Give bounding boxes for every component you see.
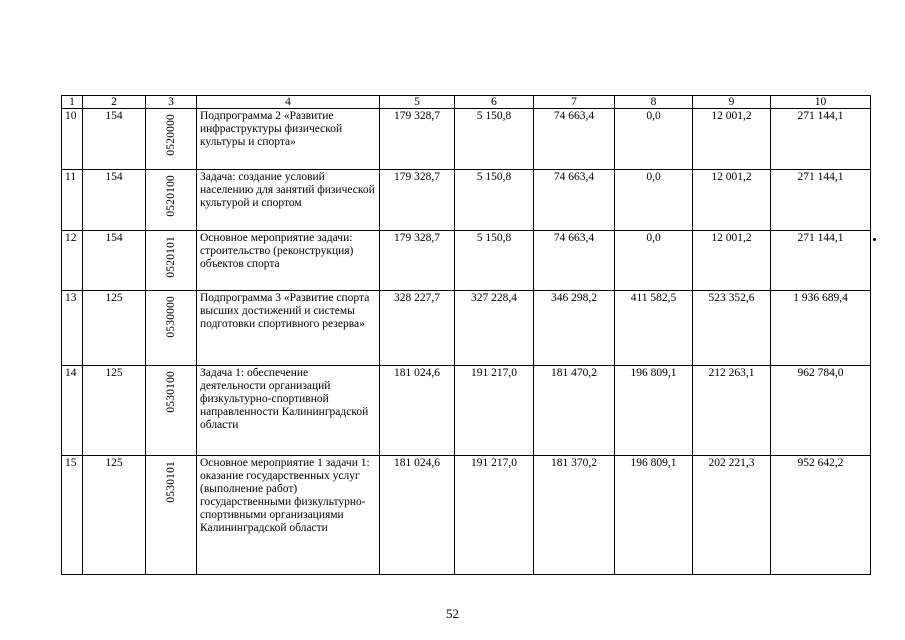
value-col-8: 0,0 (615, 231, 693, 291)
value-col-7: 181 470,2 (534, 366, 615, 456)
item-name: Задача 1: обеспечение деятельности организаций физкультурно-спортивной направленности Калининградской области (197, 366, 380, 456)
value-col-9: 202 221,3 (693, 456, 771, 575)
value-col-9: 12 001,2 (693, 170, 771, 231)
value-col-5: 179 328,7 (380, 170, 455, 231)
value-col-9: 212 263,1 (693, 366, 771, 456)
col-header-8: 8 (615, 96, 693, 109)
value-col-5: 181 024,6 (380, 366, 455, 456)
value-col-10: 271 144,1 (771, 109, 871, 170)
value-col-6: 5 150,8 (455, 170, 534, 231)
value-col-8: 411 582,5 (615, 291, 693, 366)
table-row (62, 291, 871, 366)
value-col-5: 328 227,7 (380, 291, 455, 366)
value-col-7: 74 663,4 (534, 231, 615, 291)
grbs-code: 125 (83, 366, 146, 456)
table-row (62, 231, 871, 291)
table-row (62, 456, 871, 575)
value-col-5: 179 328,7 (380, 109, 455, 170)
table-row (62, 109, 871, 170)
value-col-8: 196 809,1 (615, 456, 693, 575)
row-number: 15 (62, 456, 83, 575)
col-header-3: 3 (146, 96, 197, 109)
value-col-8: 0,0 (615, 170, 693, 231)
value-col-10: 952 642,2 (771, 456, 871, 575)
table-row (62, 170, 871, 231)
program-code: 0530100 (164, 371, 177, 413)
row-number: 12 (62, 231, 83, 291)
value-col-7: 181 370,2 (534, 456, 615, 575)
value-col-6: 327 228,4 (455, 291, 534, 366)
value-col-6: 191 217,0 (455, 366, 534, 456)
program-code: 0530101 (164, 461, 177, 503)
item-name: Подпрограмма 3 «Развитие спорта высших достижений и системы подготовки спортивного резерва» (197, 291, 380, 366)
value-col-9: 12 001,2 (693, 231, 771, 291)
value-col-9: 12 001,2 (693, 109, 771, 170)
col-header-9: 9 (693, 96, 771, 109)
header-row (62, 96, 871, 109)
item-name: Основное мероприятие задачи: строительство (реконструкция) объектов спорта (197, 231, 380, 291)
value-col-5: 179 328,7 (380, 231, 455, 291)
value-col-7: 74 663,4 (534, 109, 615, 170)
value-col-10: 962 784,0 (771, 366, 871, 456)
col-header-1: 1 (62, 96, 83, 109)
grbs-code: 125 (83, 291, 146, 366)
col-header-7: 7 (534, 96, 615, 109)
value-col-10: 271 144,1 (771, 231, 871, 291)
table-row (62, 366, 871, 456)
grbs-code: 154 (83, 170, 146, 231)
value-col-10: 1 936 689,4 (771, 291, 871, 366)
program-code: 0530000 (164, 296, 177, 338)
value-col-6: 5 150,8 (455, 231, 534, 291)
row-number: 14 (62, 366, 83, 456)
program-code: 0520100 (164, 175, 177, 217)
item-name: Подпрограмма 2 «Развитие инфраструктуры физической культуры и спорта» (197, 109, 380, 170)
page-number: 52 (446, 606, 459, 621)
row-number: 10 (62, 109, 83, 170)
col-header-5: 5 (380, 96, 455, 109)
grbs-code: 154 (83, 231, 146, 291)
row-number: 11 (62, 170, 83, 231)
col-header-6: 6 (455, 96, 534, 109)
program-code: 0520000 (164, 114, 177, 156)
grbs-code: 154 (83, 109, 146, 170)
value-col-6: 5 150,8 (455, 109, 534, 170)
program-code: 0520101 (164, 236, 177, 278)
col-header-2: 2 (83, 96, 146, 109)
value-col-5: 181 024,6 (380, 456, 455, 575)
value-col-9: 523 352,6 (693, 291, 771, 366)
col-header-10: 10 (771, 96, 871, 109)
item-name: Основное мероприятие 1 задачи 1: оказание государственных услуг (выполнение работ) государственными физкультурно-спортивными организациями Калининградской области (197, 456, 380, 575)
value-col-7: 346 298,2 (534, 291, 615, 366)
item-name: Задача: создание условий населению для занятий физической культурой и спортом (197, 170, 380, 231)
value-col-6: 191 217,0 (455, 456, 534, 575)
row-number: 13 (62, 291, 83, 366)
col-header-4: 4 (197, 96, 380, 109)
grbs-code: 125 (83, 456, 146, 575)
value-col-10: 271 144,1 (771, 170, 871, 231)
scan-dot-mark (873, 238, 876, 241)
value-col-8: 0,0 (615, 109, 693, 170)
budget-table (61, 95, 871, 575)
value-col-8: 196 809,1 (615, 366, 693, 456)
value-col-7: 74 663,4 (534, 170, 615, 231)
